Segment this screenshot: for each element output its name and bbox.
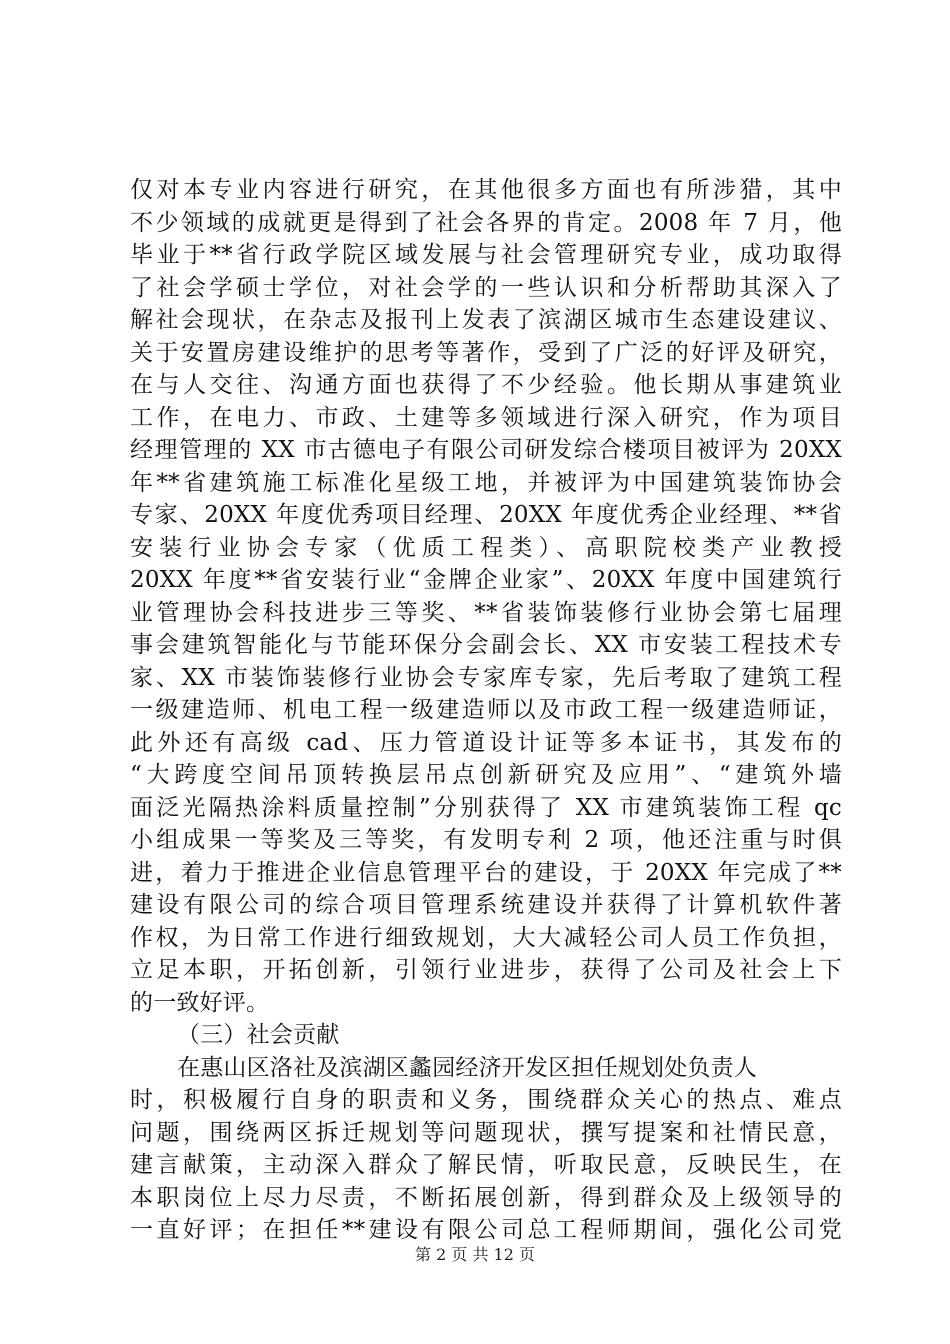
text-line: 在惠山区洛社及滨湖区蠡园经济开发区担任规划处负责人 xyxy=(177,1054,757,1081)
text-line: 毕业于**省行政学院区域发展与社会管理研究专业，成功取得 xyxy=(130,242,842,268)
text-line: 面泛光隔热涂料质量控制”分别获得了 XX 市建筑装饰工程 qc xyxy=(130,794,842,821)
text-line: 不少领域的成就更是得到了社会各界的肯定。2008 年 7 月，他 xyxy=(130,209,842,236)
text-line: 此外还有高级 cad、压力管道设计证等多本证书，其发布的 xyxy=(130,729,842,756)
text-line: 安装行业协会专家（优质工程类）、高职院校类产业教授 xyxy=(130,534,842,561)
text-line: 本职岗位上尽力尽责，不断拓展创新，得到群众及上级领导的 xyxy=(130,1184,842,1211)
text-line: 作权，为日常工作进行细致规划，大大减轻公司人员工作负担， xyxy=(130,924,842,951)
text-line: 了社会学硕士学位，对社会学的一些认识和分析帮助其深入了 xyxy=(130,274,842,301)
text-line: 关于安置房建设维护的思考等著作，受到了广泛的好评及研究， xyxy=(130,339,842,366)
text-line: 解社会现状，在杂志及报刊上发表了滨湖区城市生态建设建议、 xyxy=(130,307,842,333)
text-line: 20XX 年度**省安装行业“金牌企业家”、20XX 年度中国建筑行 xyxy=(130,567,842,593)
text-line: 业管理协会科技进步三等奖、**省装饰装修行业协会第七届理 xyxy=(130,599,842,626)
text-line: 小组成果一等奖及三等奖，有发明专利 2 项，他还注重与时俱 xyxy=(130,827,842,853)
text-line: 经理管理的 XX 市古德电子有限公司研发综合楼项目被评为 20XX xyxy=(130,437,842,463)
section-heading: （三）社会贡献 xyxy=(177,1022,340,1048)
text-line: 进，着力于推进企业信息管理平台的建设，于 20XX 年完成了** xyxy=(130,859,842,886)
text-line: 一级建造师、机电工程一级建造师以及市政工程一级建造师证， xyxy=(130,697,842,723)
text-line: 建设有限公司的综合项目管理系统建设并获得了计算机软件著 xyxy=(130,892,842,918)
text-line: 仅对本专业内容进行研究，在其他很多方面也有所涉猎，其中 xyxy=(130,177,842,203)
page-number: 第 2 页 共 12 页 xyxy=(415,1245,535,1264)
text-line: 的一致好评。 xyxy=(130,989,270,1016)
text-line: 问题，围绕两区拆迁规划等问题现状，撰写提案和社情民意， xyxy=(130,1119,842,1146)
text-line: 工作，在电力、市政、土建等多领域进行深入研究，作为项目 xyxy=(130,404,842,431)
text-line: “大跨度空间吊顶转换层吊点创新研究及应用”、“建筑外墙 xyxy=(130,762,842,788)
document-body xyxy=(130,174,842,1247)
text-line: 立足本职，开拓创新，引领行业进步，获得了公司及社会上下 xyxy=(130,957,842,983)
text-line: 专家、20XX 年度优秀项目经理、20XX 年度优秀企业经理、**省 xyxy=(130,502,842,528)
text-line: 建言献策，主动深入群众了解民情，听取民意，反映民生，在 xyxy=(130,1152,842,1178)
text-line: 事会建筑智能化与节能环保分会副会长、XX 市安装工程技术专 xyxy=(130,632,842,658)
text-line: 家、XX 市装饰装修行业协会专家库专家，先后考取了建筑工程 xyxy=(130,664,842,691)
text-line: 时，积极履行自身的职责和义务，围绕群众关心的热点、难点 xyxy=(130,1087,842,1113)
text-line: 年**省建筑施工标准化星级工地，并被评为中国建筑装饰协会 xyxy=(130,469,842,496)
text-line: 在与人交往、沟通方面也获得了不少经验。他长期从事建筑业 xyxy=(130,372,842,398)
text-line: 一直好评；在担任**建设有限公司总工程师期间，强化公司党 xyxy=(130,1217,842,1243)
